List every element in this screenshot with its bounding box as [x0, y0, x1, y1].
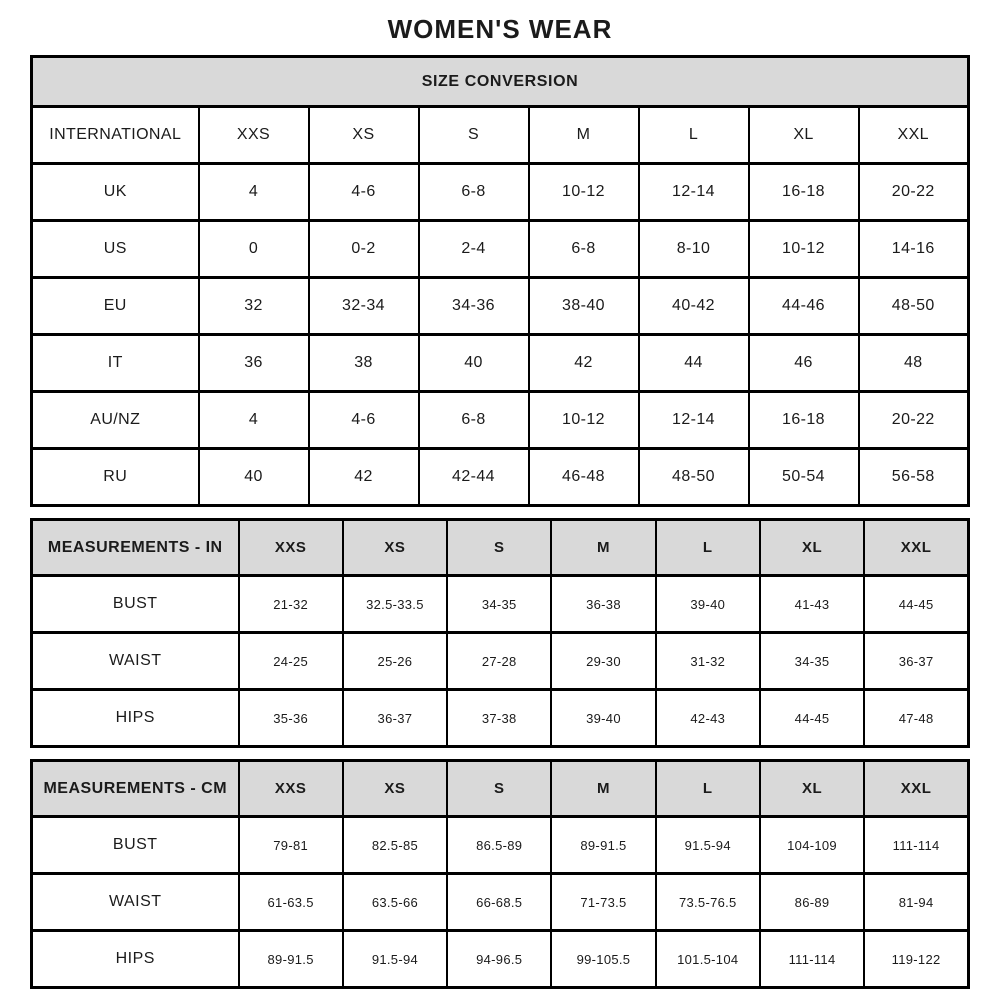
size-header-xxs: XXS [239, 761, 343, 817]
measurements-in-row [32, 576, 969, 633]
value-cell: 94-96.5 [447, 931, 551, 988]
value-cell: 12-14 [639, 164, 749, 221]
value-cell: 99-105.5 [551, 931, 655, 988]
value-cell: 66-68.5 [447, 874, 551, 931]
value-cell: 71-73.5 [551, 874, 655, 931]
value-cell: XS [309, 107, 419, 164]
value-cell: 16-18 [749, 392, 859, 449]
value-cell: 21-32 [239, 576, 343, 633]
value-cell: 44-46 [749, 278, 859, 335]
size-header-m: M [551, 761, 655, 817]
size-conversion-row [32, 335, 969, 392]
value-cell: 50-54 [749, 449, 859, 506]
size-header-l: L [656, 520, 760, 576]
size-conversion-row [32, 392, 969, 449]
size-conversion-title: SIZE CONVERSION [32, 57, 969, 107]
value-cell: 20-22 [859, 164, 969, 221]
size-header-xl: XL [760, 520, 864, 576]
value-cell: 6-8 [529, 221, 639, 278]
value-cell: 4 [199, 164, 309, 221]
measurements-cm-title: MEASUREMENTS - CM [32, 761, 239, 817]
value-cell: XXL [859, 107, 969, 164]
value-cell: 6-8 [419, 164, 529, 221]
value-cell: 44-45 [864, 576, 968, 633]
row-label: RU [32, 449, 199, 506]
value-cell: 32-34 [309, 278, 419, 335]
row-label: UK [32, 164, 199, 221]
page-title: WOMEN'S WEAR [387, 14, 613, 44]
measurements-in-row [32, 633, 969, 690]
size-conversion-row [32, 221, 969, 278]
value-cell: 10-12 [529, 164, 639, 221]
value-cell: 37-38 [447, 690, 551, 747]
value-cell: 46 [749, 335, 859, 392]
value-cell: 104-109 [760, 817, 864, 874]
value-cell: 56-58 [859, 449, 969, 506]
value-cell: 12-14 [639, 392, 749, 449]
size-conversion-row [32, 278, 969, 335]
value-cell: 14-16 [859, 221, 969, 278]
value-cell: 61-63.5 [239, 874, 343, 931]
measurements-cm-header-row [32, 761, 969, 817]
value-cell: 36-37 [864, 633, 968, 690]
measurements-cm-table [30, 759, 970, 989]
value-cell: 40 [199, 449, 309, 506]
value-cell: 40 [419, 335, 529, 392]
measurements-in-header-row [32, 520, 969, 576]
value-cell: 0-2 [309, 221, 419, 278]
size-header-s: S [447, 761, 551, 817]
value-cell: 44-45 [760, 690, 864, 747]
value-cell: L [639, 107, 749, 164]
value-cell: M [529, 107, 639, 164]
value-cell: 2-4 [419, 221, 529, 278]
row-label: BUST [32, 576, 239, 633]
row-label: IT [32, 335, 199, 392]
value-cell: 86.5-89 [447, 817, 551, 874]
size-header-xxl: XXL [864, 520, 968, 576]
value-cell: 39-40 [551, 690, 655, 747]
value-cell: 39-40 [656, 576, 760, 633]
value-cell: 48-50 [639, 449, 749, 506]
value-cell: 4 [199, 392, 309, 449]
value-cell: 34-35 [760, 633, 864, 690]
value-cell: 73.5-76.5 [656, 874, 760, 931]
value-cell: 91.5-94 [656, 817, 760, 874]
value-cell: 35-36 [239, 690, 343, 747]
size-conversion-row [32, 107, 969, 164]
value-cell: 89-91.5 [551, 817, 655, 874]
value-cell: 47-48 [864, 690, 968, 747]
value-cell: 8-10 [639, 221, 749, 278]
value-cell: 41-43 [760, 576, 864, 633]
value-cell: 111-114 [864, 817, 968, 874]
value-cell: 10-12 [749, 221, 859, 278]
size-conversion-header-row [32, 57, 969, 107]
value-cell: 101.5-104 [656, 931, 760, 988]
size-header-xxl: XXL [864, 761, 968, 817]
value-cell: 38 [309, 335, 419, 392]
value-cell: 38-40 [529, 278, 639, 335]
value-cell: 42-43 [656, 690, 760, 747]
size-header-xl: XL [760, 761, 864, 817]
value-cell: 44 [639, 335, 749, 392]
value-cell: XXS [199, 107, 309, 164]
value-cell: 89-91.5 [239, 931, 343, 988]
value-cell: 82.5-85 [343, 817, 447, 874]
measurements-in-row [32, 690, 969, 747]
value-cell: 10-12 [529, 392, 639, 449]
value-cell: 48-50 [859, 278, 969, 335]
size-header-xxs: XXS [239, 520, 343, 576]
value-cell: 36-38 [551, 576, 655, 633]
value-cell: 6-8 [419, 392, 529, 449]
value-cell: 34-35 [447, 576, 551, 633]
value-cell: 0 [199, 221, 309, 278]
size-header-m: M [551, 520, 655, 576]
row-label: AU/NZ [32, 392, 199, 449]
size-header-s: S [447, 520, 551, 576]
measurements-cm-row [32, 931, 969, 988]
size-header-xs: XS [343, 520, 447, 576]
row-label: EU [32, 278, 199, 335]
size-conversion-row [32, 449, 969, 506]
row-label: INTERNATIONAL [32, 107, 199, 164]
value-cell: 40-42 [639, 278, 749, 335]
value-cell: 29-30 [551, 633, 655, 690]
value-cell: S [419, 107, 529, 164]
row-label: HIPS [32, 690, 239, 747]
value-cell: 25-26 [343, 633, 447, 690]
size-conversion-row [32, 164, 969, 221]
size-header-xs: XS [343, 761, 447, 817]
row-label: WAIST [32, 633, 239, 690]
value-cell: 31-32 [656, 633, 760, 690]
measurements-cm-row [32, 874, 969, 931]
value-cell: 34-36 [419, 278, 529, 335]
measurements-in-title: MEASUREMENTS - IN [32, 520, 239, 576]
value-cell: 42 [529, 335, 639, 392]
value-cell: 36 [199, 335, 309, 392]
measurements-in-table [30, 518, 970, 748]
row-label: BUST [32, 817, 239, 874]
value-cell: 20-22 [859, 392, 969, 449]
value-cell: 4-6 [309, 164, 419, 221]
row-label: WAIST [32, 874, 239, 931]
value-cell: 42 [309, 449, 419, 506]
value-cell: 32 [199, 278, 309, 335]
row-label: HIPS [32, 931, 239, 988]
value-cell: 81-94 [864, 874, 968, 931]
value-cell: 27-28 [447, 633, 551, 690]
value-cell: 91.5-94 [343, 931, 447, 988]
value-cell: 36-37 [343, 690, 447, 747]
value-cell: 24-25 [239, 633, 343, 690]
value-cell: 86-89 [760, 874, 864, 931]
value-cell: 32.5-33.5 [343, 576, 447, 633]
value-cell: 111-114 [760, 931, 864, 988]
value-cell: XL [749, 107, 859, 164]
value-cell: 46-48 [529, 449, 639, 506]
value-cell: 79-81 [239, 817, 343, 874]
measurements-cm-row [32, 817, 969, 874]
value-cell: 42-44 [419, 449, 529, 506]
size-conversion-table [30, 55, 970, 507]
row-label: US [32, 221, 199, 278]
value-cell: 63.5-66 [343, 874, 447, 931]
value-cell: 48 [859, 335, 969, 392]
value-cell: 119-122 [864, 931, 968, 988]
size-header-l: L [656, 761, 760, 817]
value-cell: 16-18 [749, 164, 859, 221]
value-cell: 4-6 [309, 392, 419, 449]
